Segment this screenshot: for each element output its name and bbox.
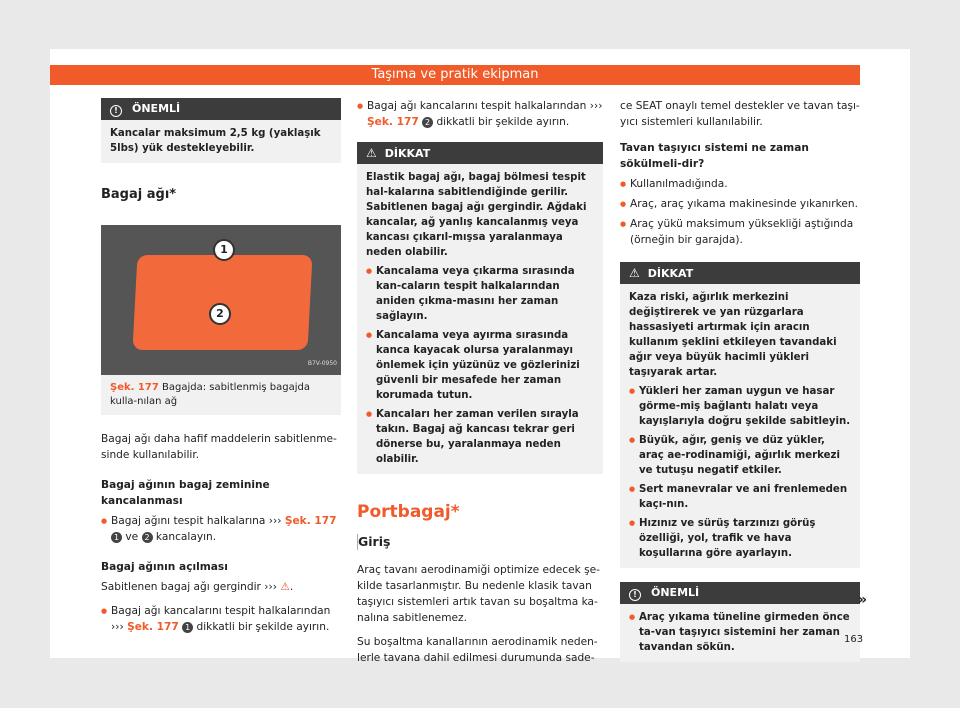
list-item: ● Araç, araç yıkama makinesinde yıkanırken. <box>620 196 860 212</box>
column-1 <box>101 98 341 635</box>
chapter-title: Portbagaj* <box>357 502 460 522</box>
intro-text: Bagaj ağı daha hafif maddelerin sabitlenme-sinde kullanılabilir. <box>101 433 337 461</box>
list-item: ● Bagaj ağı kancalarını tespit halkalarından ››› Şek. 177 2 dikkatli bir şekilde ayırın. <box>357 98 603 130</box>
note-text: Kancalar maksimum 2,5 kg (yaklaşık 5lbs) yük destekleyebilir. <box>110 128 321 154</box>
warning-icon: ⚠ <box>280 581 290 593</box>
list-item: ● Sert manevralar ve ani frenlemeden kaçı-nın. <box>629 482 851 512</box>
list-item: ● Kancalama veya ayırma sırasında kanca kayacak olursa yaralanmayı önlemek için yüzünüz ve gözlerinizi güvenli bir mesafede her zaman korumada tutun. <box>366 328 594 403</box>
page-number: 163 <box>844 634 864 645</box>
note-title: ÖNEMLİ <box>651 586 700 599</box>
important-note <box>620 582 860 662</box>
important-note <box>101 98 341 163</box>
list-item: ● Kullanılmadığında. <box>620 176 860 192</box>
page-header: Taşıma ve pratik ekipman <box>50 65 860 85</box>
warning-intro: Elastik bagaj ağı, bagaj bölmesi tespit hal-kalarına sabitlendiğinde gerilir. Sabitlenen bagaj ağı gergindir. Ağdaki kancalar, ağ yanlış kancalanmış veya kancası çıkarıl-mışsa yaralanmaya neden olabilir. <box>366 172 587 258</box>
warning-box <box>620 262 860 568</box>
subheading-1: Bagaj ağının bagaj zeminine kancalanması <box>101 479 270 507</box>
figure-luggage-net <box>101 225 341 375</box>
subheading: Tavan taşıyıcı sistemi ne zaman sökülmeli-dir? <box>620 142 809 170</box>
marker-1: 1 <box>213 239 235 261</box>
note-title: ÖNEMLİ <box>132 102 181 115</box>
warning-title: DİKKAT <box>384 147 431 160</box>
info-icon: ! <box>110 105 122 117</box>
warning-box <box>357 142 603 474</box>
continue-mark: » <box>858 592 868 608</box>
section-title: Giriş <box>357 534 603 550</box>
list-item: ● Hızınız ve sürüş tarzınızı görüş özelliği, yol, trafik ve hava koşullarına göre ayarlayın. <box>629 516 851 561</box>
paragraph: Su boşaltma kanallarının aerodinamik neden-lerle tavana dahil edilmesi durumunda sade- <box>357 636 598 664</box>
column-2 <box>357 98 603 674</box>
list-item: ● Yükleri her zaman uygun ve hasar görme-miş bağlantı halatı veya kayışlarıyla doğru şekilde sabitleyin. <box>629 384 851 429</box>
warning-icon: ⚠ <box>629 266 640 280</box>
figure-caption: Şek. 177 Bagajda: sabitlenmiş bagajda kulla-nılan ağ <box>101 375 341 415</box>
list-item: ● Kancaları her zaman verilen sırayla takın. Bagaj ağ kancası tekrar geri dönerse bu, yaralanmaya neden olabilir. <box>366 407 594 467</box>
section-title: Bagaj ağı* <box>101 187 177 202</box>
list-item: ● Bagaj ağı kancalarını tespit halkalarından ››› Şek. 177 1 dikkatli bir şekilde ayırın. <box>101 603 341 635</box>
column-3 <box>620 98 860 672</box>
paragraph: Araç tavanı aerodinamiği optimize edecek şe-kilde tasarlanmıştır. Bu nedenle klasik tavan taşıyıcı sistemleri artık tavan su boşaltma ka-nalına sabitlenemez. <box>357 564 600 624</box>
list-item: ● Büyük, ağır, geniş ve düz yükler, araç ae-rodinamiği, ağırlık merkezi ve tutuşu negatif etkiler. <box>629 433 851 478</box>
list-item: ● Bagaj ağını tespit halkalarına ››› Şek. 177 1 ve 2 kancalayın. <box>101 513 341 545</box>
open-text: Sabitlenen bagaj ağı gergindir ››› ⚠. <box>101 581 294 593</box>
marker-2: 2 <box>209 303 231 325</box>
subheading-2: Bagaj ağının açılması <box>101 561 228 573</box>
info-icon: ! <box>629 589 641 601</box>
list-item: ● Araç yükü maksimum yüksekliği aştığında (örneğin bir garajda). <box>620 216 860 248</box>
warning-icon: ⚠ <box>366 146 377 160</box>
warning-title: DİKKAT <box>647 267 694 280</box>
list-item: ● Araç yıkama tüneline girmeden önce ta-van taşıyıcı sistemini her zaman tavandan sökün. <box>629 610 851 655</box>
figure-code: B7V-0950 <box>307 360 337 367</box>
warning-intro: Kaza riski, ağırlık merkezini değiştirerek ve yan rüzgarlara hassasiyeti artırmak için aracın kullanım şeklini etkileyen tavandaki ağır veya büyük hacimli yükleri taşıyarak artar. <box>629 292 837 378</box>
list-item: ● Kancalama veya çıkarma sırasında kan-caların tespit halkalarından aniden çıkma-masını her zaman sağlayın. <box>366 264 594 324</box>
paragraph: ce SEAT onaylı temel destekler ve tavan taşı-yıcı sistemleri kullanılabilir. <box>620 100 860 128</box>
